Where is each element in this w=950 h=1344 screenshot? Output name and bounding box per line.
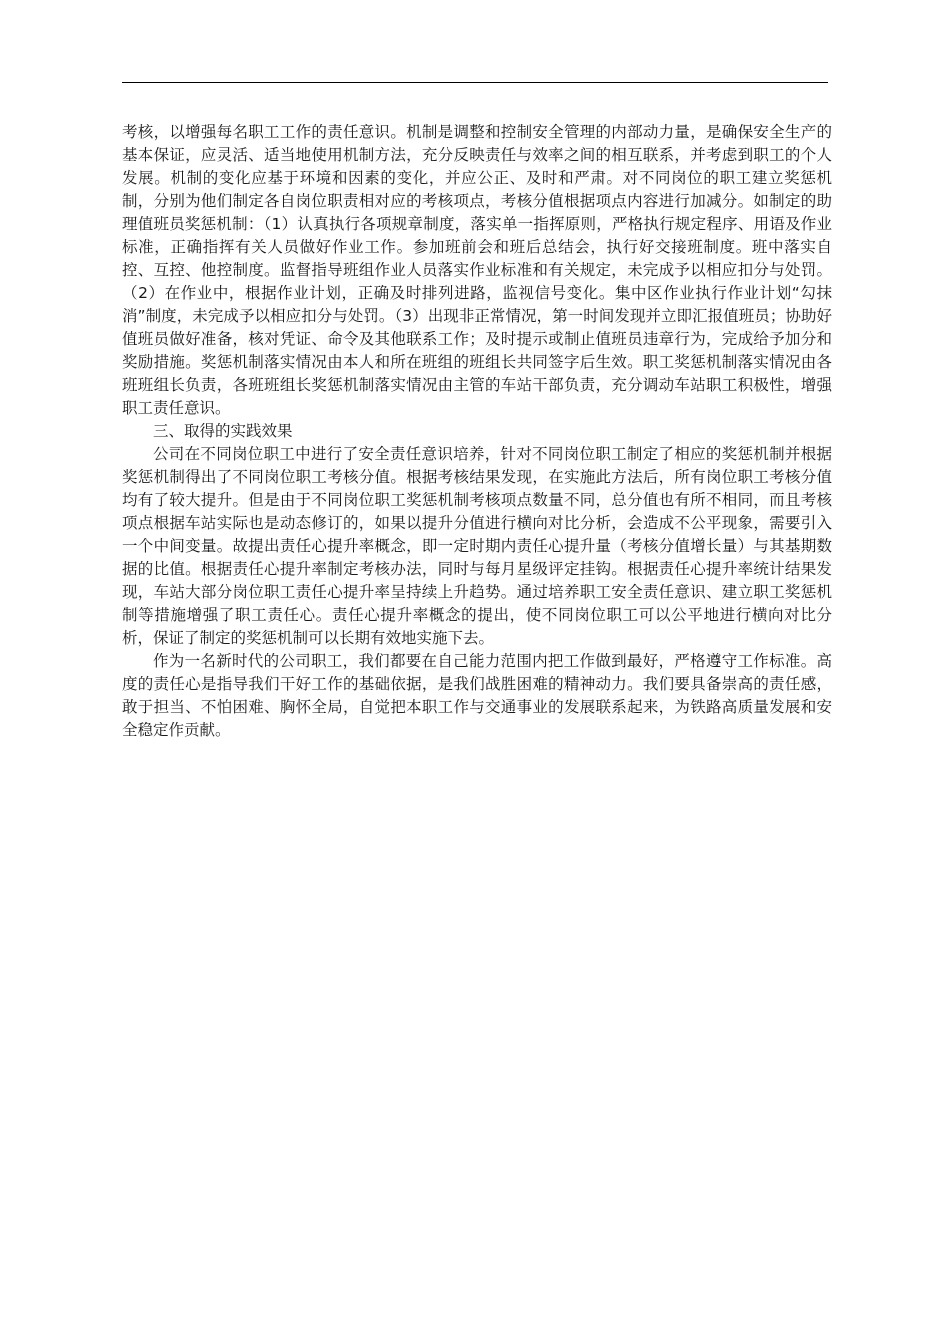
paragraph-continuation: 考核，以增强每名职工工作的责任意识。机制是调整和控制安全管理的内部动力量，是确保安全生产的基本保证，应灵活、适当地使用机制方法，充分反映责任与效率之间的相互联系，并考虑到职工的个人发展。机制的变化应基于环境和因素的变化，并应公正、及时和严肃。对不同岗位的职工建立奖惩机制，分别为他们制定各自岗位职责相对应的考核项点，考核分值根据项点内容进行加减分。如制定的助理值班员奖惩机制：（1）认真执行各项规章制度，落实单一指挥原则，严格执行规定程序、用语及作业标准，正确指挥有关人员做好作业工作。参加班前会和班后总结会，执行好交接班制度。班中落实自控、互控、他控制度。监督指导班组作业人员落实作业标准和有关规定，未完成予以相应扣分与处罚。（2）在作业中，根据作业计划，正确及时排列进路，监视信号变化。集中区作业执行作业计划“勾抹消”制度，未完成予以相应扣分与处罚。（3）出现非正常情况，第一时间发现并立即汇报值班员；协助好值班员做好准备，核对凭证、命令及其他联系工作；及时提示或制止值班员违章行为，完成给予加分和奖励措施。奖惩机制落实情况由本人和所在班组的班组长共同签字后生效。职工奖惩机制落实情况由各班班组长负责，各班班组长奖惩机制落实情况由主管的车站干部负责，充分调动车站职工积极性，增强职工责任意识。 (122, 123, 832, 417)
paragraph-conclusion: 作为一名新时代的公司职工，我们都要在自己能力范围内把工作做到最好，严格遵守工作标准。高度的责任心是指导我们干好工作的基础依据，是我们战胜困难的精神动力。我们要具备崇高的责任感，敢于担当、不怕困难、胸怀全局，自觉把本职工作与交通事业的发展联系起来，为铁路高质量发展和安全稳定作贡献。 (122, 652, 832, 739)
section-heading: 三、取得的实践效果 (153, 422, 293, 440)
document-body (122, 121, 832, 742)
paragraph-practice-results: 公司在不同岗位职工中进行了安全责任意识培养，针对不同岗位职工制定了相应的奖惩机制并根据奖惩机制得出了不同岗位职工考核分值。根据考核结果发现，在实施此方法后，所有岗位职工考核分值均有了较大提升。但是由于不同岗位职工奖惩机制考核项点数量不同，总分值也有所不相同，而且考核项点根据车站实际也是动态修订的，如果以提升分值进行横向对比分析，会造成不公平现象，需要引入一个中间变量。故提出责任心提升率概念，即一定时期内责任心提升量（考核分值增长量）与其基期数据的比值。根据责任心提升率制定考核办法，同时与每月星级评定挂钩。根据责任心提升率统计结果发现，车站大部分岗位职工责任心提升率呈持续上升趋势。通过培养职工安全责任意识、建立职工奖惩机制等措施增强了职工责任心。责任心提升率概念的提出，使不同岗位职工可以公平地进行横向对比分析，保证了制定的奖惩机制可以长期有效地实施下去。 (122, 445, 832, 647)
header-rule (122, 82, 828, 83)
